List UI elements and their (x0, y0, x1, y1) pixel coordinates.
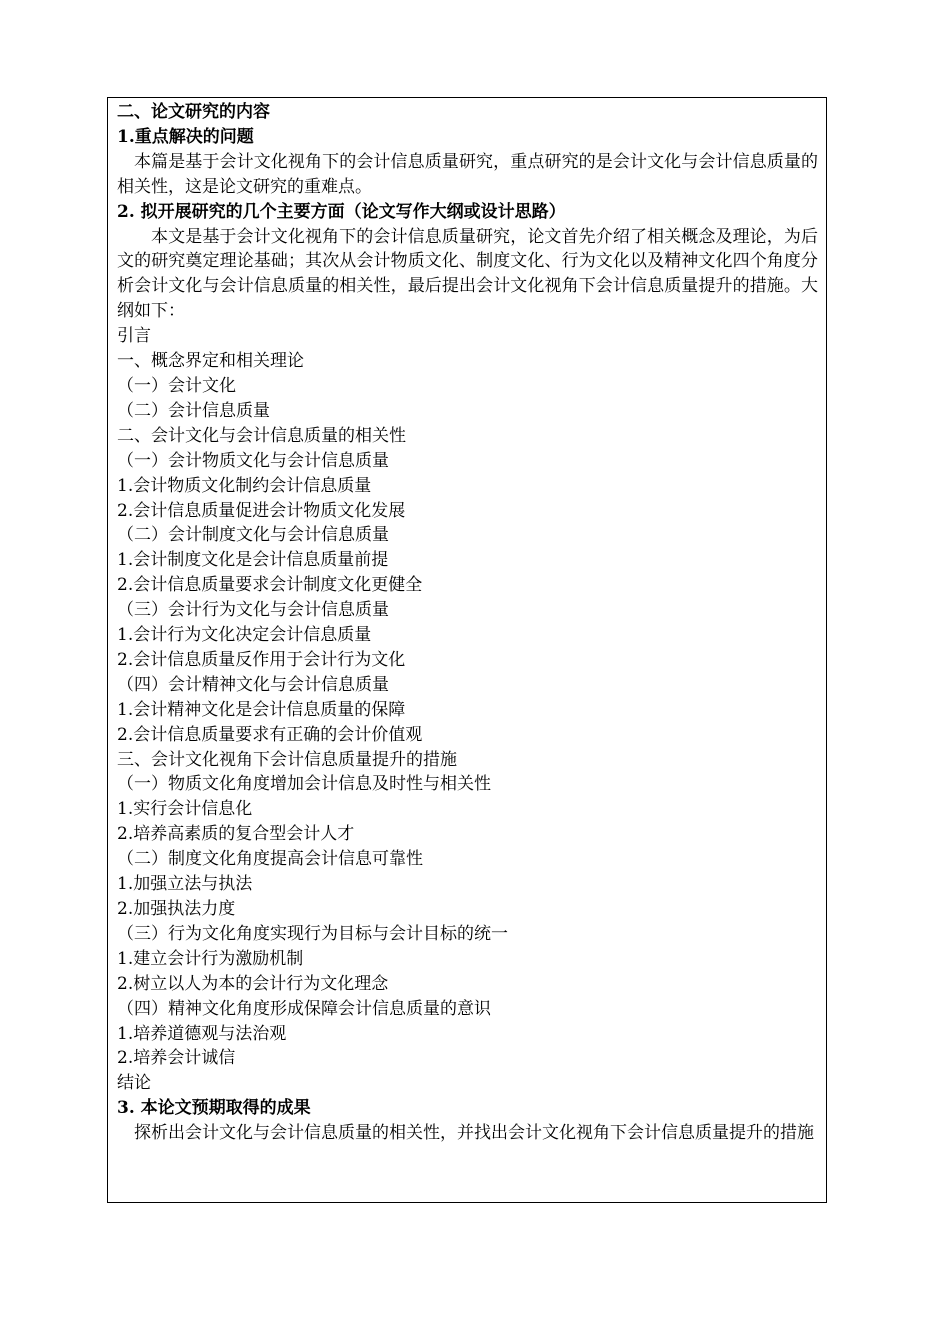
outline-item: 1.会计制度文化是会计信息质量前提 (117, 550, 389, 571)
outline-item: 2.树立以人为本的会计行为文化理念 (117, 973, 389, 994)
outline-item: 2.会计信息质量要求会计制度文化更健全 (117, 575, 423, 596)
outline-item: 2.会计信息质量促进会计物质文化发展 (117, 500, 406, 521)
outline-item: （二）制度文化角度提高会计信息可靠性 (117, 849, 423, 870)
proposal-content-cell (107, 97, 827, 1203)
part1-heading: 1.重点解决的问题 (117, 126, 254, 147)
outline-item: 2.加强执法力度 (117, 899, 236, 919)
part3-paragraph: 探析出会计文化与会计信息质量的相关性，并找出会计文化视角下会计信息质量提升的措施 (134, 1123, 814, 1144)
part1-paragraph: 本篇是基于会计文化视角下的会计信息质量研究，重点研究的是会计文化与会计信息质量的相关性，这是论文研究的重难点。 (117, 151, 818, 197)
part2-heading: 2. 拟开展研究的几个主要方面（论文写作大纲或设计思路） (117, 201, 566, 222)
outline-item: 2.会计信息质量要求有正确的会计价值观 (117, 724, 423, 745)
section-title: 二、论文研究的内容 (117, 102, 270, 122)
outline-item: 二、会计文化与会计信息质量的相关性 (117, 425, 406, 446)
outline-item: 一、概念界定和相关理论 (117, 351, 304, 372)
outline-item: 1.培养道德观与法治观 (117, 1023, 287, 1044)
outline-item: 1.会计物质文化制约会计信息质量 (117, 475, 372, 496)
outline-item: （一）会计文化 (117, 375, 236, 396)
outline-item: 2.会计信息质量反作用于会计行为文化 (117, 649, 406, 670)
outline-item: 三、会计文化视角下会计信息质量提升的措施 (117, 749, 457, 770)
part2-paragraph: 本文是基于会计文化视角下的会计信息质量研究，论文首先介绍了相关概念及理论，为后文的研究奠定理论基础；其次从会计物质文化、制度文化、行为文化以及精神文化四个角度分析会计文化与会计信息质量的相关性，最后提出会计文化视角下会计信息质量提升的措施。大纲如下： (117, 226, 818, 322)
outline-item: （一）会计物质文化与会计信息质量 (117, 450, 389, 471)
outline-item: （一）物质文化角度增加会计信息及时性与相关性 (117, 774, 491, 795)
outline-item: （二）会计信息质量 (117, 400, 270, 421)
outline-item: 1.会计行为文化决定会计信息质量 (117, 625, 372, 646)
outline-item: （三）会计行为文化与会计信息质量 (117, 600, 389, 621)
outline-item: （三）行为文化角度实现行为目标与会计目标的统一 (117, 923, 508, 944)
outline-item: （二）会计制度文化与会计信息质量 (117, 525, 389, 546)
outline-item: （四）精神文化角度形成保障会计信息质量的意识 (117, 998, 491, 1019)
outline-item: 引言 (117, 326, 151, 347)
outline-item: （四）会计精神文化与会计信息质量 (117, 674, 389, 695)
outline-item: 结论 (117, 1073, 151, 1094)
outline-item: 1.加强立法与执法 (117, 874, 253, 895)
part3-heading: 3. 本论文预期取得的成果 (117, 1098, 311, 1119)
outline-item: 1.会计精神文化是会计信息质量的保障 (117, 699, 406, 720)
outline-list (117, 324, 818, 1096)
outline-item: 2.培养高素质的复合型会计人才 (117, 824, 355, 845)
outline-item: 1.实行会计信息化 (117, 799, 253, 820)
outline-item: 2.培养会计诚信 (117, 1048, 236, 1069)
outline-item: 1.建立会计行为激励机制 (117, 948, 304, 969)
